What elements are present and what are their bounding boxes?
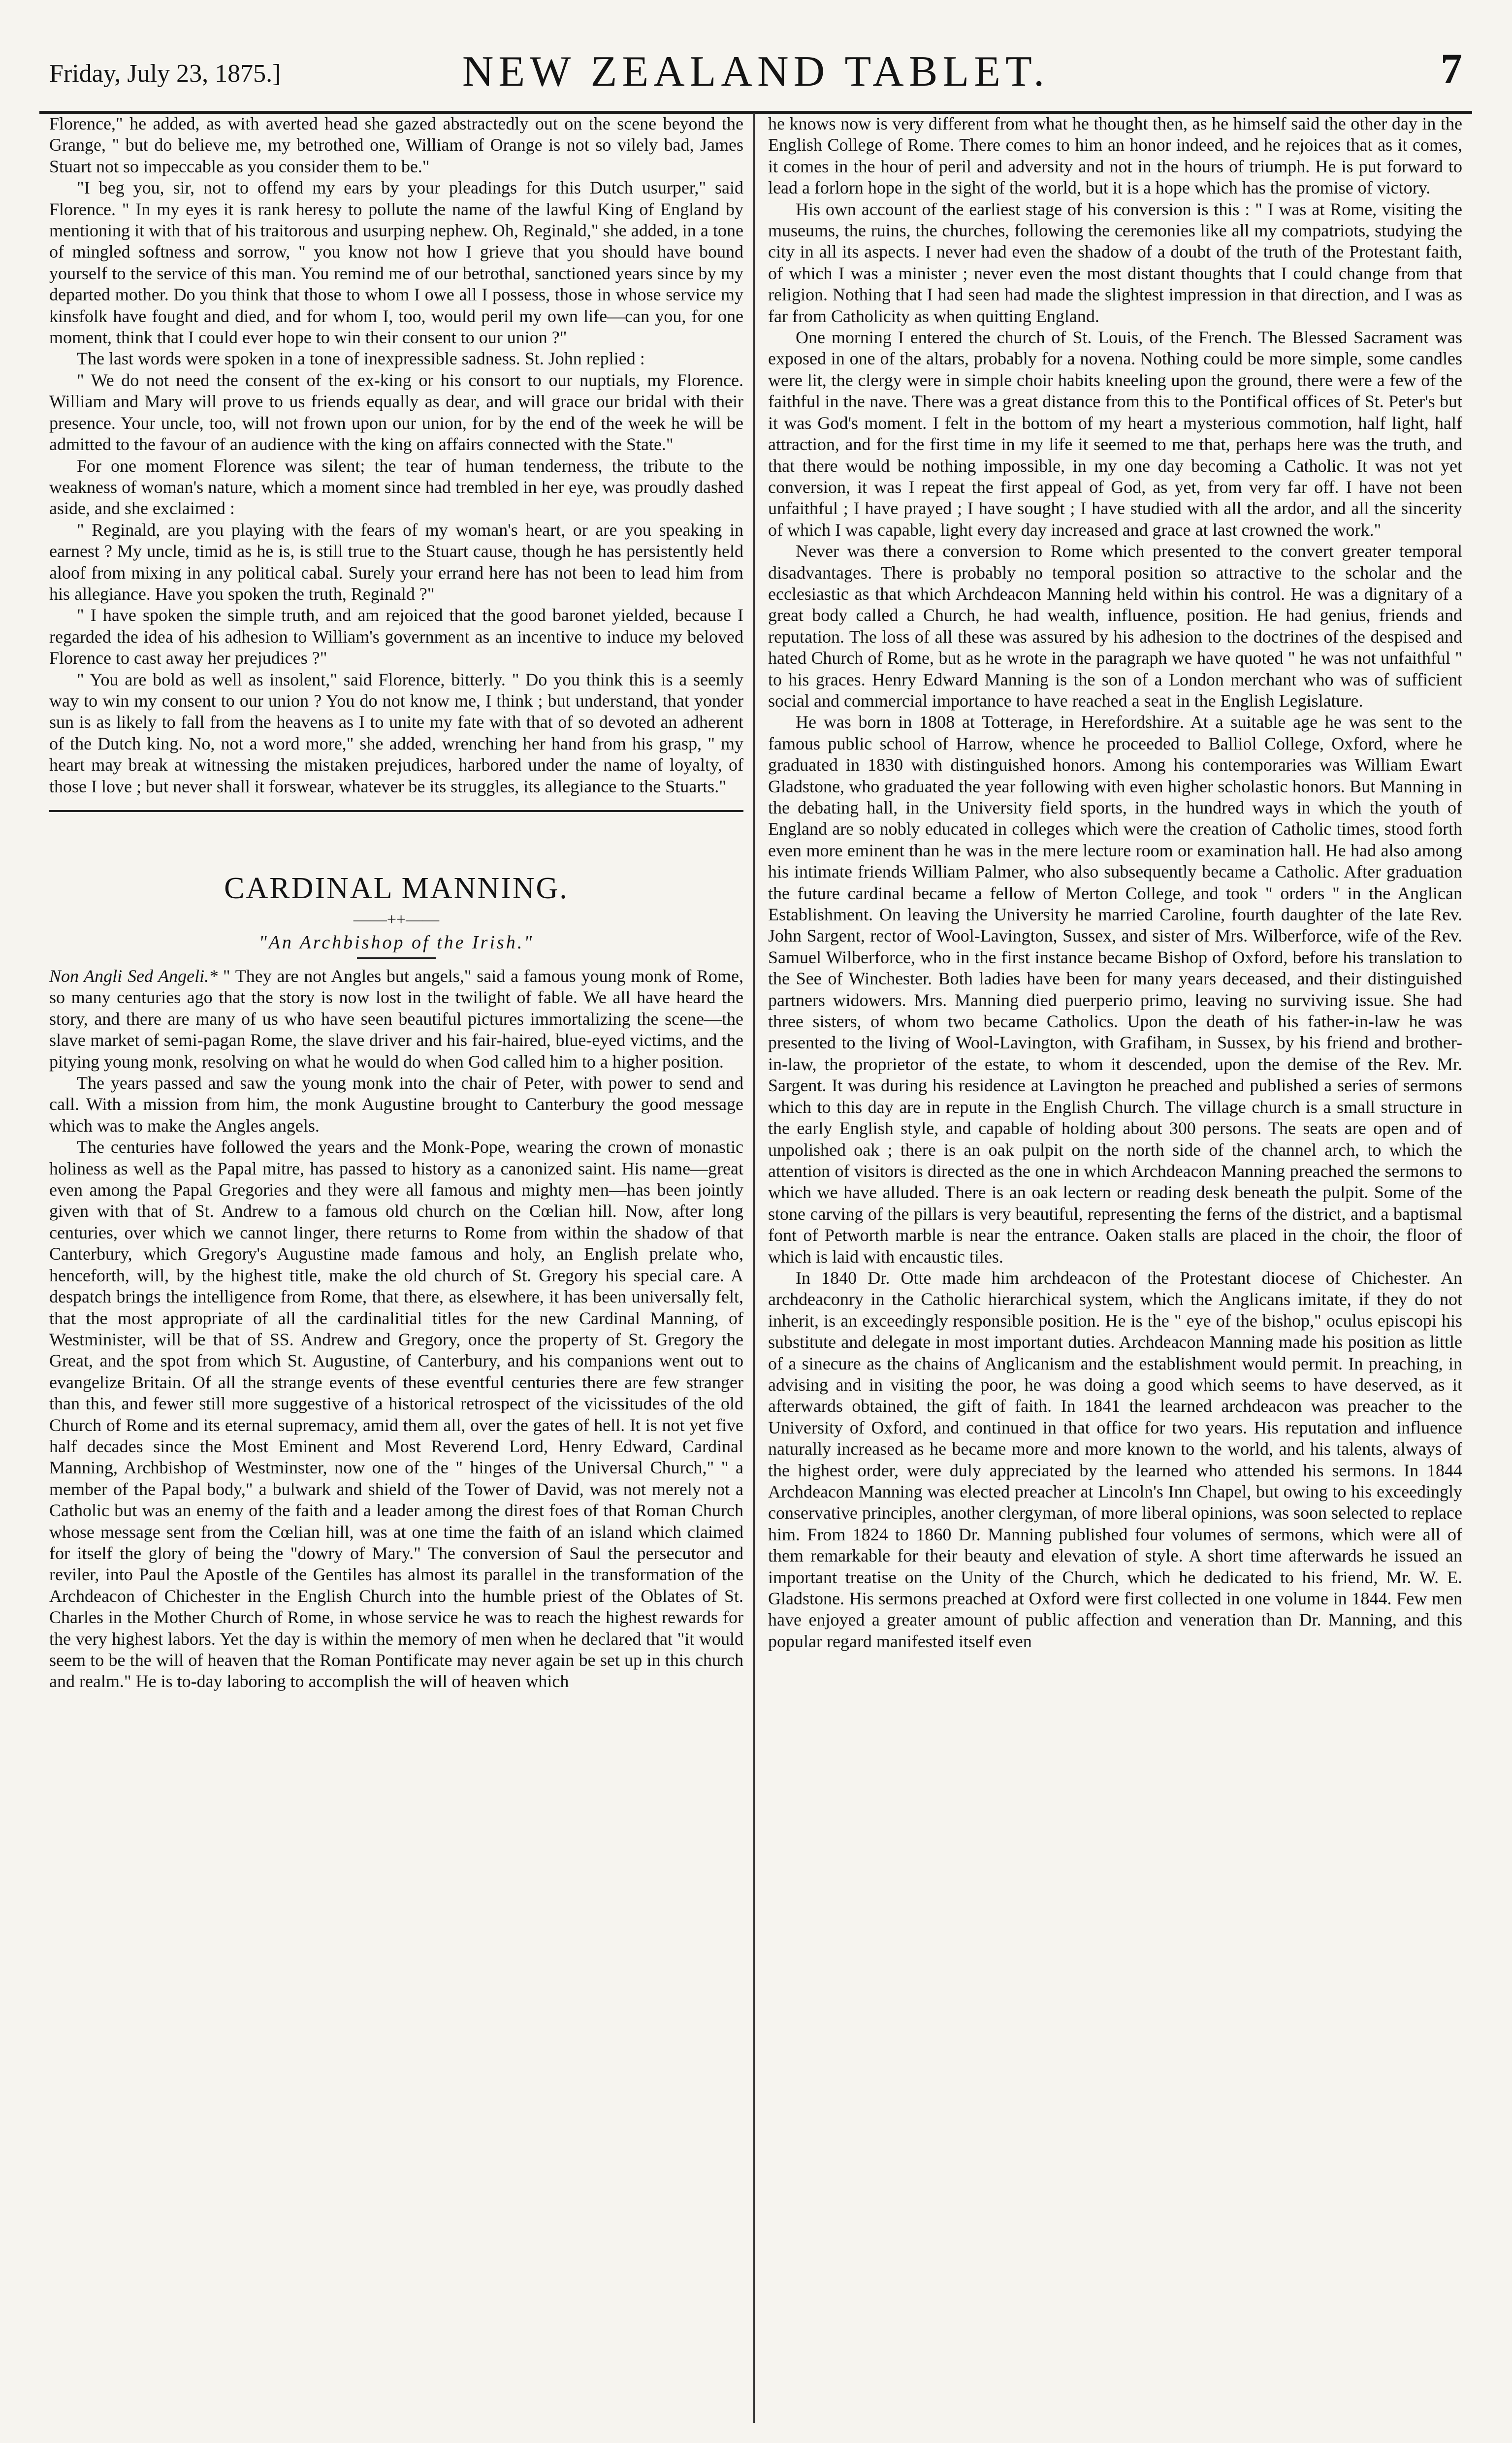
issue-date: Friday, July 23, 1875.] (49, 60, 281, 88)
title-ornament: ——++—— (353, 911, 440, 929)
paragraph: His own account of the earliest stage of his conversion is this : " I was at Rome, visiting the museums, the ruins, the churches, following the ceremonies like all my compatriots, studying the city in all its aspects. I never had even the shadow of a doubt of the truth of the Protestant faith, of which I was a minister ; never even the most distant thoughts that I could change from that religion. Nothing that I had seen had made the slightest impression in that direction, and I was as far from Catholicity as when quitting England. (768, 199, 1462, 326)
paragraph: " Reginald, are you playing with the fears of my woman's heart, or are you speaking in earnest ? My uncle, timid as he is, is still true to the Stuart cause, though he has persistently held aloof from mixing in any political cabal. Surely your errand here has not been to lead him from his allegiance. Have you spoken the truth, Reginald ?" (49, 520, 743, 604)
newspaper-page (39, 15, 1472, 2428)
paragraph: Never was there a conversion to Rome which presented to the convert greater temporal disadvantages. There is probably no temporal position so attractive to the scholar and the ecclesiastic as that which Archdeacon Manning held within his control. He was a dignitary of a great body called a Church, he had wealth, influence, position. He had genius, friends and reputation. The loss of all these was assured by his adhesion to the doctrines of the despised and hated Church of Rome, but as he wrote in the paragraph we have quoted " he was not unfaithful " to his graces. Henry Edward Manning is the son of a London merchant who was of sufficient social and commercial importance to have reached a seat in the English Legislature. (768, 541, 1462, 711)
right-column (768, 113, 1462, 2423)
left-column (49, 113, 743, 2423)
masthead (39, 25, 1472, 103)
subtitle-rule (357, 957, 436, 959)
paragraph: In 1840 Dr. Otte made him archdeacon of the Protestant diocese of Chichester. An archdeaconry in the Catholic hierarchical system, which the Anglicans imitate, if they do not inherit, is an exceedingly responsible position. He is the " eye of the bishop," oculus episcopi his substitute and delegate in most important duties. Archdeacon Manning made his position as little of a sinecure as the chains of Anglicanism and the establishment would permit. In preaching, in advising and in visiting the poor, he was doing a good which seems to have deserved, as it afterwards obtained, the gift of faith. In 1841 the learned archdeacon was preacher to the University of Oxford, and continued in that office for two years. His reputation and influence naturally increased as he became more and more known to the world, and his talents, always of the highest order, were duly appreciated by the learned who attended his sermons. In 1844 Archdeacon Manning was elected preacher at Lincoln's Inn Chapel, but owing to his exceedingly conservative principles, another clergyman, of more liberal opinions, was soon selected to replace him. From 1824 to 1860 Dr. Manning published four volumes of sermons, which were all of them remarkable for their beauty and elevation of style. A short time afterwards he issued an important treatise on the Unity of the Church, which he dedicated to his friend, Mr. W. E. Gladstone. His sermons preached at Oxford were first collected in one volume in 1844. Few men have enjoyed a greater amount of public affection and veneration than Dr. Manning, and this popular regard manifested itself even (768, 1268, 1462, 1651)
paragraph: One morning I entered the church of St. Louis, of the French. The Blessed Sacrament was exposed in one of the altars, probably for a novena. Nothing could be more simple, some candles were lit, the clergy were in simple choir habits kneeling upon the ground, there were a few of the faithful in the nave. There was a great distance from this to the Pontifical offices of St. Peter's but it was God's moment. I felt in the bottom of my heart a mysterious commotion, half light, half attraction, and for the first time in my life it seemed to me that, perhaps here was the truth, and that there would be nothing impossible, in my one day becoming a Catholic. It was not yet conversion, it was I repeat the first appeal of God, as yet, from very far off. I have not been unfaithful ; I have prayed ; I have sought ; I have studied with all the ardor, and all the sincerity of which I was capable, light every day increased and grace at last crowned the work." (768, 327, 1462, 540)
paragraph: Florence," he added, as with averted head she gazed abstractedly out on the scene beyond the Grange, " but do believe me, my betrothed one, William of Orange is not so vilely bad, James Stuart not so impeccable as you consider them to be." (49, 114, 743, 176)
article-subtitle: "An Archbishop of the Irish." (258, 932, 534, 953)
paragraph: "I beg you, sir, not to offend my ears by your pleadings for this Dutch usurper," said Florence. " In my eyes it is rank heresy to pollute the name of the lawful King of England by mentioning it with that of his traitorous and usurping nephew. Oh, Reginald," she added, in a tone of mingled softness and sorrow, " you know not how I grieve that you should have bound yourself to the service of this man. You remind me of our betrothal, sanctioned years since by my departed mother. Do you think that those to whom I owe all I possess, those in whose service my kinsfolk have fought and died, and for whom I, too, would peril my own life—can you, for one moment, think that I could ever hope to win their consent to our union ?" (49, 178, 743, 348)
paragraph: The centuries have followed the years and the Monk-Pope, wearing the crown of monastic holiness as well as the Papal mitre, has passed to history as a canonized saint. His name—great even among the Papal Gregories and they were all famous and mighty men—has been jointly given with that of St. Andrew to a famous old church on the Cœlian hill. Now, after long centuries, over which we cannot linger, there returns to Rome from within the shadow of that Canterbury, which Gregory's Augustine made famous and holy, an English prelate who, henceforth, will, by the highest title, make the old church of St. Gregory his special care. A despatch brings the intelligence from Rome, that there, as elsewhere, it has been universally felt, that the most appropriate of all the cardinalitial titles for the new Cardinal Manning, of Westminister, will be that of SS. Andrew and Gregory, once the property of St. Gregory the Great, and the spot from which St. Augustine, of Canterbury, and his companions went out to evangelize Britain. Of all the strange events of these eventful centuries there are few stranger than this, and fewer still more suggestive of a historical retrospect of the vicissitudes of the old Church of Rome and its eternal supremacy, amid them all, over the gates of hell. It is not yet five half decades since the Most Eminent and Most Reverend Lord, Henry Edward, Cardinal Manning, Archbishop of Westminster, now one of the " hinges of the Universal Church," " a member of the Papal body," a bulwark and shield of the Tower of David, was not merely not a Catholic but was an enemy of the faith and a leader among the direst foes of that Roman Church whose message sent from the Cœlian hill, was at one time the faith of an island which claimed for itself the glory of being the "dowry of Mary." The conversion of Saul the persecutor and reviler, into Paul the Apostle of the Gentiles has almost its parallel in the transformation of the Archdeacon of Chichester in the English Church into the humble priest of the Oblates of St. Charles in the Mother Church of Rome, in whose service he was to reach the highest rewards for the very highest labors. Yet the day is within the memory of men when he declared that "it would seem to be the will of heaven that the Roman Pontificate may never again be set up in this church and realm." He is to-day laboring to accomplish the will of heaven which (49, 1137, 743, 1692)
page-number: 7 (1441, 45, 1462, 93)
article-title: CARDINAL MANNING. (224, 872, 569, 905)
paragraph: He was born in 1808 at Totterage, in Herefordshire. At a suitable age he was sent to the famous public school of Harrow, whence he proceeded to Balliol College, Oxford, where he graduated in 1830 with distinguished honors. Among his contemporaries was William Ewart Gladstone, who graduated the year following with even higher scholastic honors. But Manning in the debating hall, in the University field sports, in the hundred ways in which the youth of England are so nobly educated in colleges which were the creation of Catholic times, stood forth even more eminent than he was in the mere lecture room or examination hall. He had also among his intimate friends William Palmer, who also subsequently became a Catholic. After graduation the future cardinal became a fellow of Merton College, and took " orders " in the Anglican Establishment. On leaving the University he married Caroline, fourth daughter of the late Rev. John Sargent, rector of Wool-Lavington, Sussex, and sister of Mrs. Wilberforce, wife of the Rev. Samuel Wilberforce, who in the first instance became Bishop of Oxford, before his translation to the See of Winchester. Both ladies have been for many years deceased, and their distinguished partners widowers. Mrs. Manning died puerperio primo, leaving no surviving issue. She had three sisters, of whom two became Catholics. Upon the death of his father-in-law he was presented to the living of Wool-Lavington, with Grafiham, in Sussex, by his friend and brother-in-law, the proprietor of the estate, to whom it descended, upon the demise of the Rev. Mr. Sargent. It was during his residence at Lavington he preached and published a series of sermons which to this day are in repute in the English Church. The village church is a small structure in the early English style, and capable of holding about 300 persons. The seats are open and of unpolished oak ; there is an oak pulpit on the north side of the channel arch, to which the attention of visitors is directed as the one in which Archdeacon Manning preached the sermons to which we have alluded. There is an oak lectern or reading desk beneath the pulpit. Some of the stone carving of the pillars is very beautiful, representing the ferns of the district, and a baptismal font of Petworth marble is near the entrance. Oaken stalls are placed in the choir, the floor of which is laid with encaustic tiles. (768, 712, 1462, 1267)
column-divider (753, 113, 755, 2423)
lead-paragraph (49, 966, 743, 1073)
paragraph: The last words were spoken in a tone of inexpressible sadness. St. John replied : (77, 349, 645, 369)
story-end-rule (49, 810, 743, 812)
paragraph: " I have spoken the simple truth, and am rejoiced that the good baronet yielded, because I regarded the idea of his adhesion to William's government as an incentive to induce my beloved Florence to cast away her prejudices ?" (49, 605, 743, 668)
lead-text: " They are not Angles but angels," said a famous young monk of Rome, so many centuries ago that the story is now lost in the twilight of fable. We all have heard the story, and there are many of us who have seen beautiful pictures immortalizing the scene—the slave market of semi-pagan Rome, the slave driver and his fair-haired, blue-eyed victims, and the pitying young monk, resolving on what he would do when God called him to a higher position. (49, 966, 743, 1072)
paragraph: " We do not need the consent of the ex-king or his consort to our nuptials, my Florence. William and Mary will prove to us friends equally as dear, and will grace our bridal with their presence. Your uncle, too, will not frown upon our union, for by the end of the week he will be admitted to the favour of an audience with the king on affairs connected with the State." (49, 370, 743, 455)
newspaper-title: NEW ZEALAND TABLET. (462, 48, 1050, 96)
paragraph: " You are bold as well as insolent," said Florence, bitterly. " Do you think this is a seemly way to win my consent to our union ? You do not know me, I think ; but understand, that yonder sun is as likely to fall from the heavens as I to unite my fate with that of so devoted an adherent of the Dutch king. No, not a word more," she added, wrenching her hand from his grasp, " my heart may break at witnessing the mistaken prejudices, harbored under the name of loyalty, of those I love ; but never shall it forswear, whatever be its struggles, its allegiance to the Stuarts." (49, 669, 743, 796)
paragraph: The years passed and saw the young monk into the chair of Peter, with power to send and call. With a mission from him, the monk Augustine brought to Canterbury the good message which was to make the Angles angels. (49, 1073, 743, 1136)
lead-italic-phrase: Non Angli Sed Angeli.* (49, 966, 218, 986)
paragraph: For one moment Florence was silent; the tear of human tenderness, the tribute to the weakness of woman's nature, which a moment since had trembled in her eye, was proudly dashed aside, and she exclaimed : (49, 456, 743, 519)
paragraph: he knows now is very different from what he thought then, as he himself said the other day in the English College of Rome. There comes to him an honor indeed, and he rejoices that as it comes, it comes in the hour of peril and adversity and not in the hours of triumph. He is put forward to lead a forlorn hope in the sight of the world, but it is a hope which has the promise of victory. (768, 114, 1462, 198)
